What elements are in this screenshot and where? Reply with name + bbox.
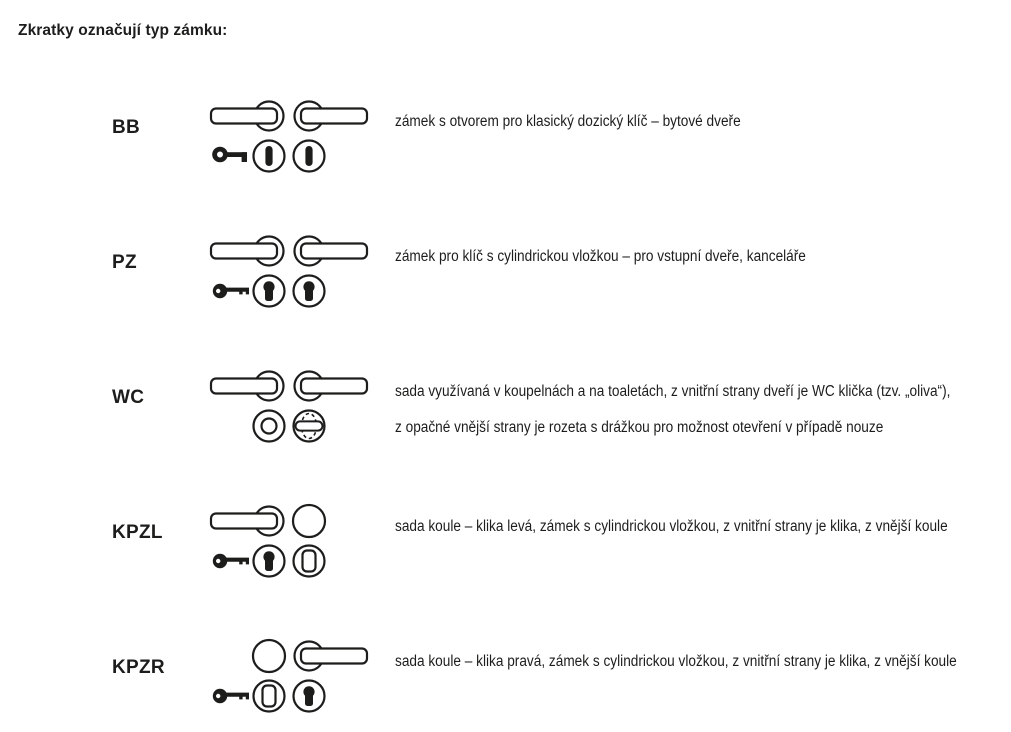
rosette-rect-icon xyxy=(254,681,285,712)
lock-type-row xyxy=(0,95,1011,215)
keyhole-bb-icon xyxy=(254,141,285,172)
lock-hardware-icons xyxy=(207,637,375,717)
lock-type-row xyxy=(0,365,1011,485)
handle-left-icon xyxy=(211,102,284,131)
lock-type-row xyxy=(0,500,1011,620)
handle-left-icon xyxy=(211,507,284,536)
lock-type-row xyxy=(0,635,1011,732)
lock-description xyxy=(395,374,950,446)
keyhole-bb-icon xyxy=(294,141,325,172)
lock-hardware-icons xyxy=(207,367,375,447)
lock-code-label: WC xyxy=(112,387,145,408)
description-line: sada koule – klika levá, zámek s cylindrickou vložkou, z vnitřní strany je klika, z vnější koule xyxy=(395,518,948,535)
lock-code-label: KPZR xyxy=(112,657,165,678)
keyhole-pz-icon xyxy=(254,546,285,577)
lock-description xyxy=(395,644,957,680)
lock-hardware-icons xyxy=(207,232,375,312)
description-line: sada koule – klika pravá, zámek s cylindrickou vložkou, z vnitřní strany je klika, z vnější koule xyxy=(395,653,957,670)
handle-left-icon xyxy=(211,372,284,401)
rosette-circle-icon xyxy=(254,411,285,442)
lock-hardware-icons xyxy=(207,97,375,177)
lock-type-row xyxy=(0,230,1011,350)
key-classic-icon xyxy=(215,149,247,162)
description-line: zámek pro klíč s cylindrickou vložkou – pro vstupní dveře, kanceláře xyxy=(395,248,806,265)
lock-code-label: PZ xyxy=(112,252,137,273)
rosette-rect-icon xyxy=(294,546,325,577)
handle-right-icon xyxy=(295,102,368,131)
handle-left-icon xyxy=(211,237,284,266)
lock-description xyxy=(395,104,741,140)
keyhole-pz-icon xyxy=(254,276,285,307)
lock-description xyxy=(395,509,948,545)
lock-description xyxy=(395,239,806,275)
lock-hardware-icons xyxy=(207,502,375,582)
key-modern-icon xyxy=(213,284,249,298)
keyhole-pz-icon xyxy=(294,276,325,307)
key-modern-icon xyxy=(213,554,249,568)
keyhole-pz-icon xyxy=(294,681,325,712)
handle-right-icon xyxy=(295,642,368,671)
rosette-oliva-icon xyxy=(294,411,325,442)
key-modern-icon xyxy=(213,689,249,703)
description-line: zámek s otvorem pro klasický dozický klíč – bytové dveře xyxy=(395,113,741,130)
knob-icon xyxy=(253,640,285,672)
description-line: z opačné vnější strany je rozeta s drážkou pro možnost otevření v případě nouze xyxy=(395,419,884,436)
lock-code-label: KPZL xyxy=(112,522,163,543)
page-title: Zkratky označují typ zámku: xyxy=(18,22,228,39)
description-line: sada využívaná v koupelnách a na toaletách, z vnitřní strany dveří je WC klička (tzv. „oliva“), xyxy=(395,383,951,400)
knob-icon xyxy=(293,505,325,537)
handle-right-icon xyxy=(295,237,368,266)
handle-right-icon xyxy=(295,372,368,401)
lock-code-label: BB xyxy=(112,117,141,138)
